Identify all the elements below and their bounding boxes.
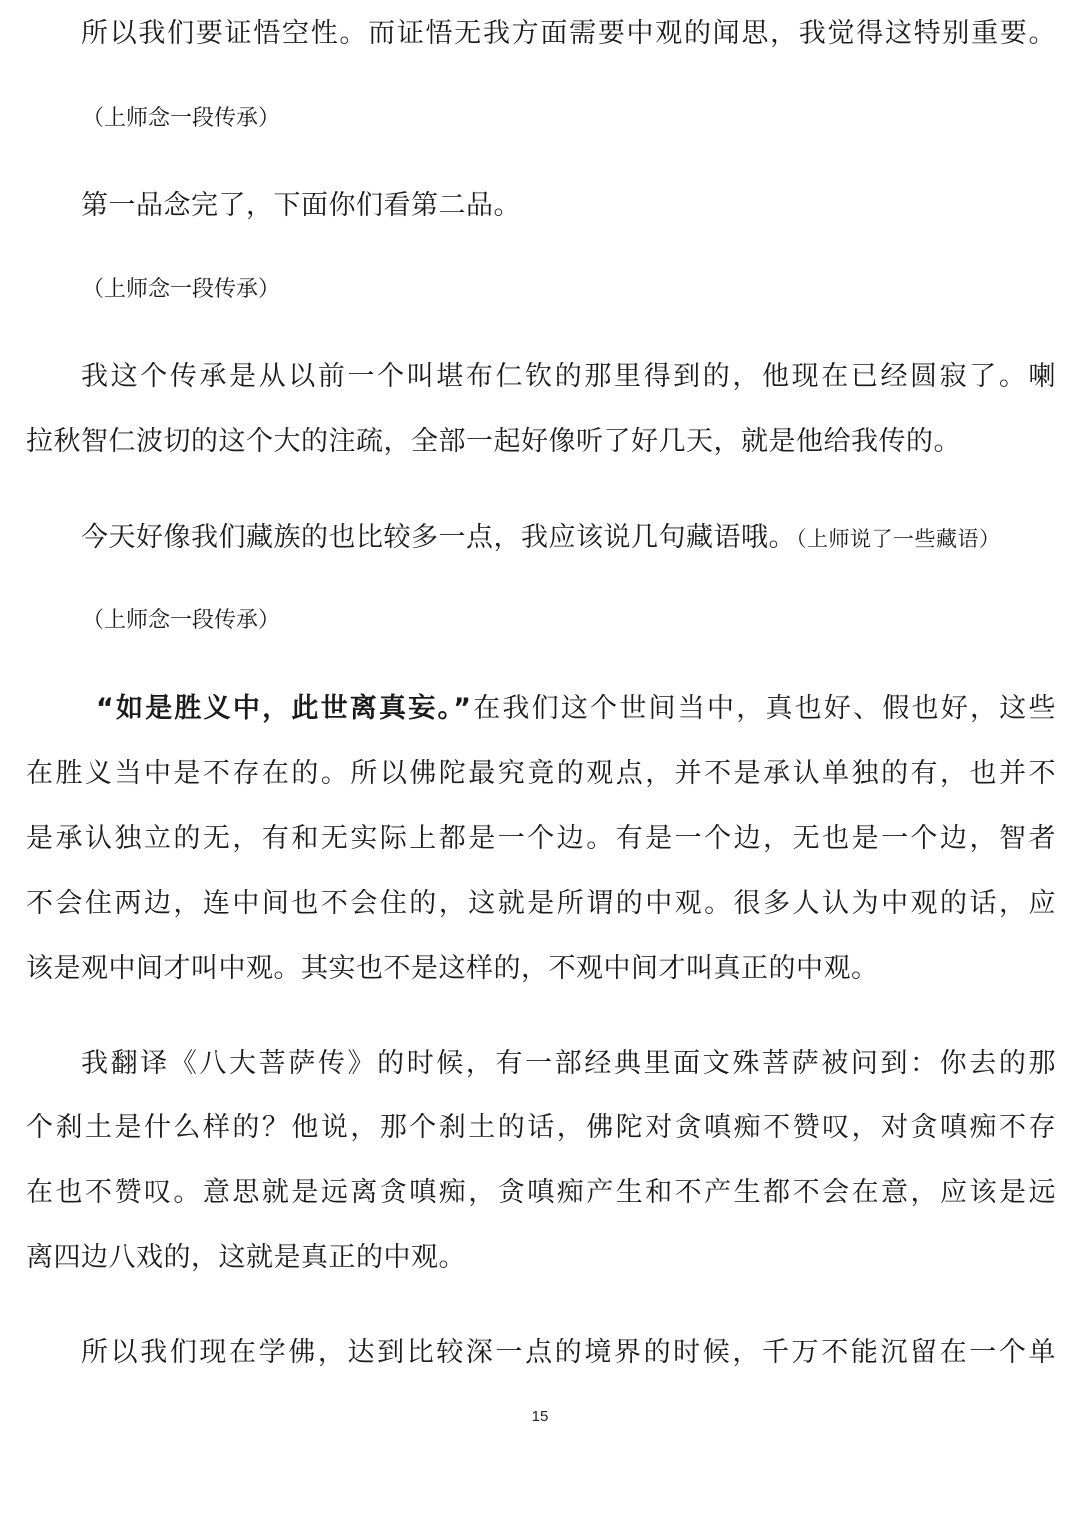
paragraph-line: 不会住两边，连中间也不会住的，这就是所谓的中观。很多人认为中观的话，应 (26, 888, 1056, 919)
paragraph-line: 所以我们要证悟空性。而证悟无我方面需要中观的闻思，我觉得这特别重要。 (81, 18, 1056, 49)
paragraph-line: 该是观中间才叫中观。其实也不是这样的，不观中间才叫真正的中观。 (26, 953, 879, 984)
paragraph-line (26, 518, 1056, 559)
paragraph-line: 离四边八戏的，这就是真正的中观。 (26, 1242, 466, 1273)
paragraph-line (26, 689, 1056, 729)
paragraph-line: 我这个传承是从以前一个叫堪布仁钦的那里得到的，他现在已经圆寂了。喇 (81, 361, 1056, 392)
paragraph-text: 今天好像我们藏族的也比较多一点，我应该说几句藏语哦。 (81, 522, 796, 553)
transmission-note: （上师念一段传承） (82, 106, 281, 131)
transmission-note: （上师念一段传承） (82, 277, 281, 302)
paragraph-text: 在我们这个世间当中，真也好、假也好，这些 (471, 693, 1056, 724)
paragraph-line: 所以我们现在学佛，达到比较深一点的境界的时候，千万不能沉留在一个单 (81, 1337, 1056, 1368)
paragraph-line: 我翻译《八大菩萨传》的时候，有一部经典里面文殊菩萨被问到：你去的那 (81, 1048, 1056, 1079)
paragraph-line: 个刹土是什么样的？他说，那个刹土的话，佛陀对贪嗔痴不赞叹，对贪嗔痴不存 (26, 1112, 1056, 1143)
transmission-note: （上师念一段传承） (82, 608, 281, 633)
paragraph-line: 是承认独立的无，有和无实际上都是一个边。有是一个边，无也是一个边，智者 (26, 823, 1056, 854)
page-number: 15 (531, 1408, 549, 1425)
paragraph-line: 第一品念完了，下面你们看第二品。 (81, 190, 521, 221)
paragraph-line: 在也不赞叹。意思就是远离贪嗔痴，贪嗔痴产生和不产生都不会在意，应该是远 (26, 1177, 1056, 1208)
paragraph-line: 拉秋智仁波切的这个大的注疏，全部一起好像听了好几天，就是他给我传的。 (26, 426, 961, 457)
paragraph-line: 在胜义当中是不存在的。所以佛陀最究竟的观点，并不是承认单独的有，也并不 (26, 758, 1056, 789)
verse-quote: “如是胜义中，此世离真妄。” (96, 693, 472, 724)
inline-note: （上师说了一些藏语） (796, 527, 1001, 551)
